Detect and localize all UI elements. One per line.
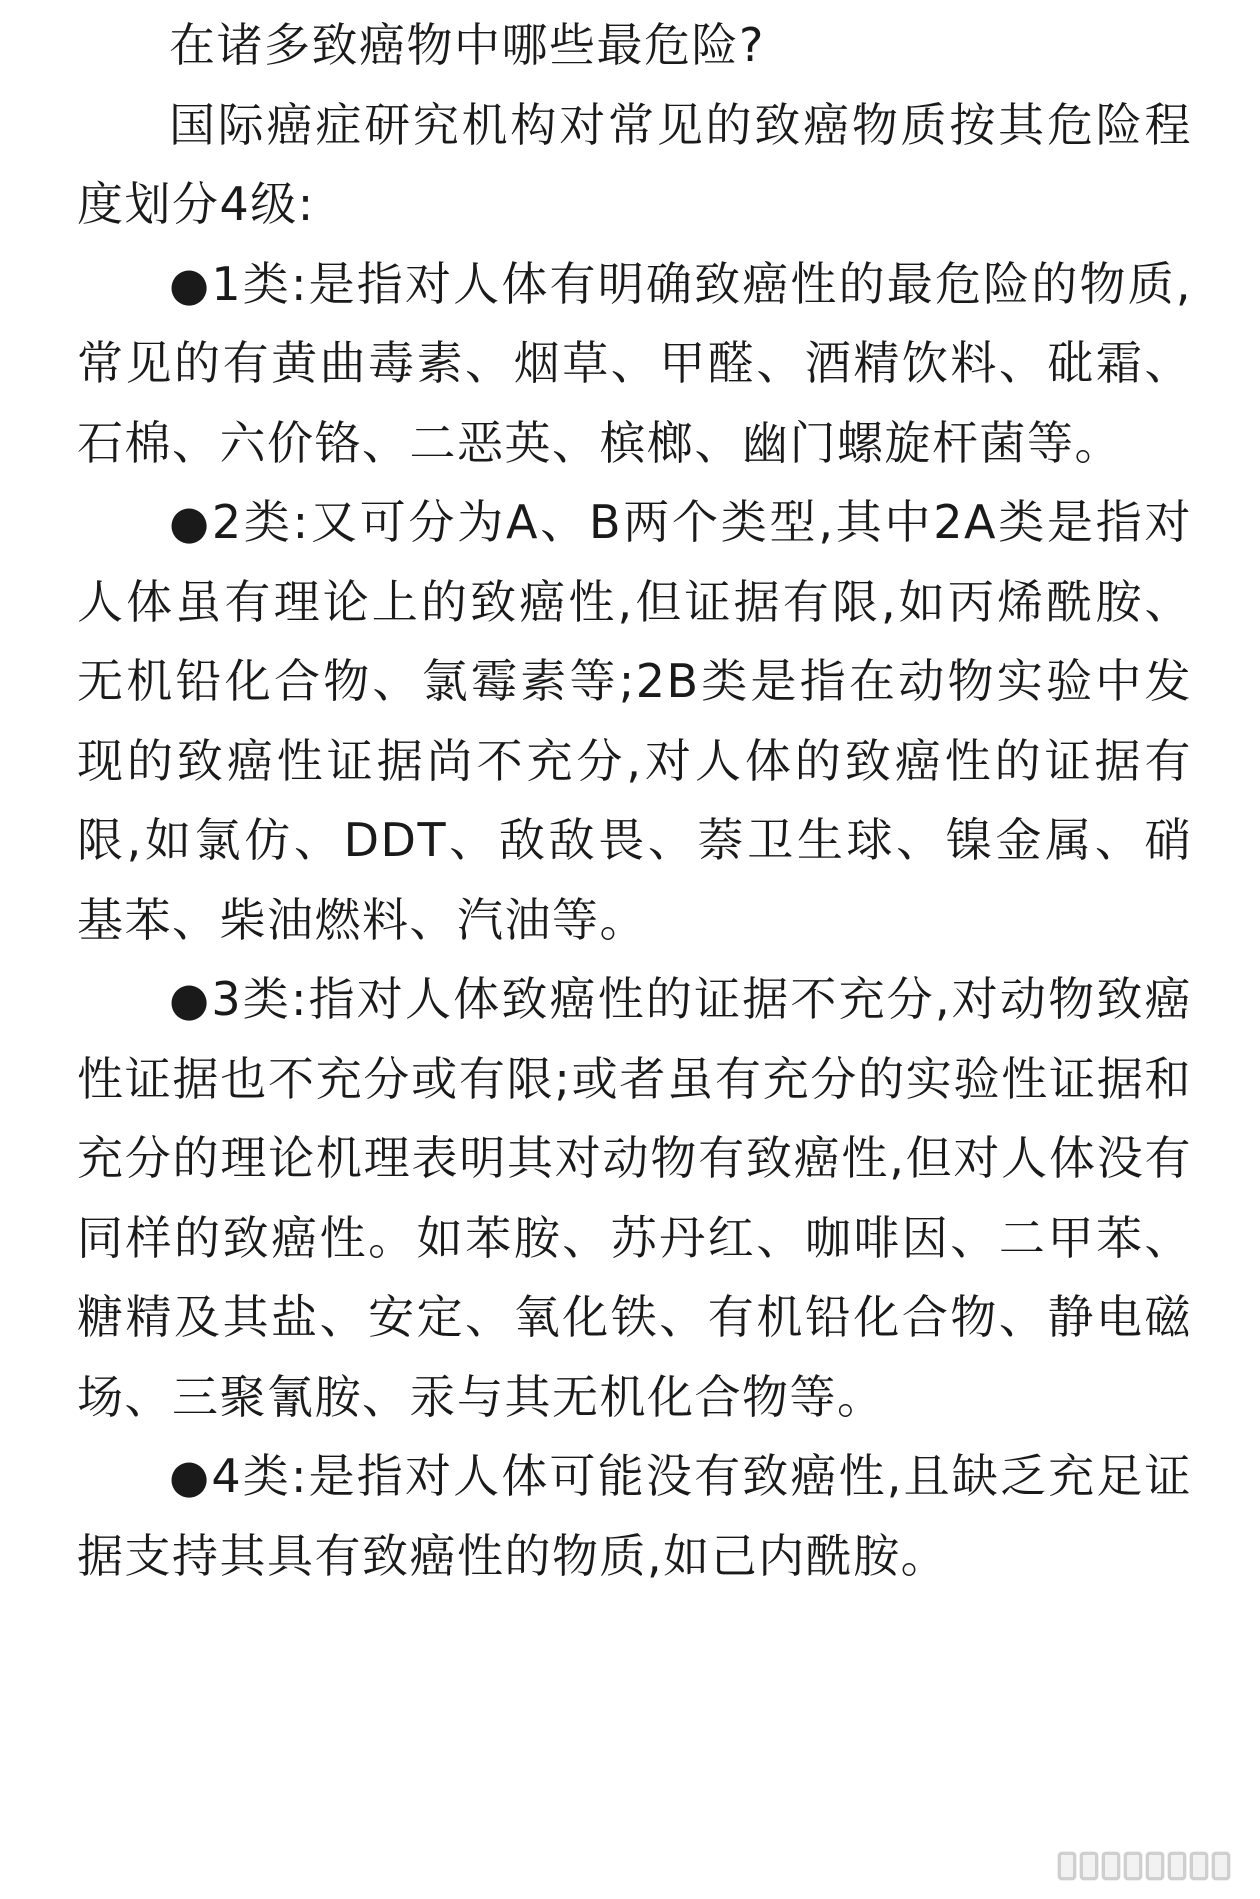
category-1-paragraph: ●1类:是指对人体有明确致癌性的最危险的物质,常见的有黄曲毒素、烟草、甲醛、酒精饮料、砒霜、石棉、六价铬、二恶英、槟榔、幽门螺旋杆菌等。 xyxy=(77,256,1192,470)
category-4-paragraph: ●4类:是指对人体可能没有致癌性,且缺乏充足证据支持其具有致癌性的物质,如己内酰胺。 xyxy=(77,1449,1192,1583)
watermark-bar-icon xyxy=(1212,1852,1230,1880)
watermark-bar-icon xyxy=(1146,1852,1164,1880)
article-title: 在诸多致癌物中哪些最危险? xyxy=(169,18,765,72)
watermark-bar-icon xyxy=(1080,1852,1098,1880)
watermark-bar-icon xyxy=(1058,1852,1076,1880)
category-2-paragraph: ●2类:又可分为A、B两个类型,其中2A类是指对人体虽有理论上的致癌性,但证据有限,如丙烯酰胺、无机铅化合物、氯霉素等;2B类是指在动物实验中发现的致癌性证据尚不充分,对人体的致癌性的证据有限,如氯仿、DDT、敌敌畏、萘卫生球、镍金属、硝基苯、柴油燃料、汽油等。 xyxy=(77,495,1192,947)
category-3-paragraph: ●3类:指对人体致癌性的证据不充分,对动物致癌性证据也不充分或有限;或者虽有充分的实验性证据和充分的理论机理表明其对动物有致癌性,但对人体没有同样的致癌性。如苯胺、苏丹红、咖啡因、二甲苯、糖精及其盐、安定、氧化铁、有机铅化合物、静电磁场、三聚氰胺、汞与其无机化合物等。 xyxy=(77,972,1192,1424)
watermark-bar-icon xyxy=(1168,1852,1186,1880)
article-body xyxy=(77,6,1192,1596)
watermark-bar-icon xyxy=(1124,1852,1142,1880)
watermark-logo xyxy=(1058,1851,1230,1881)
watermark-bar-icon xyxy=(1102,1852,1120,1880)
watermark-bar-icon xyxy=(1190,1852,1208,1880)
intro-paragraph: 国际癌症研究机构对常见的致癌物质按其危险程度划分4级: xyxy=(77,97,1192,231)
